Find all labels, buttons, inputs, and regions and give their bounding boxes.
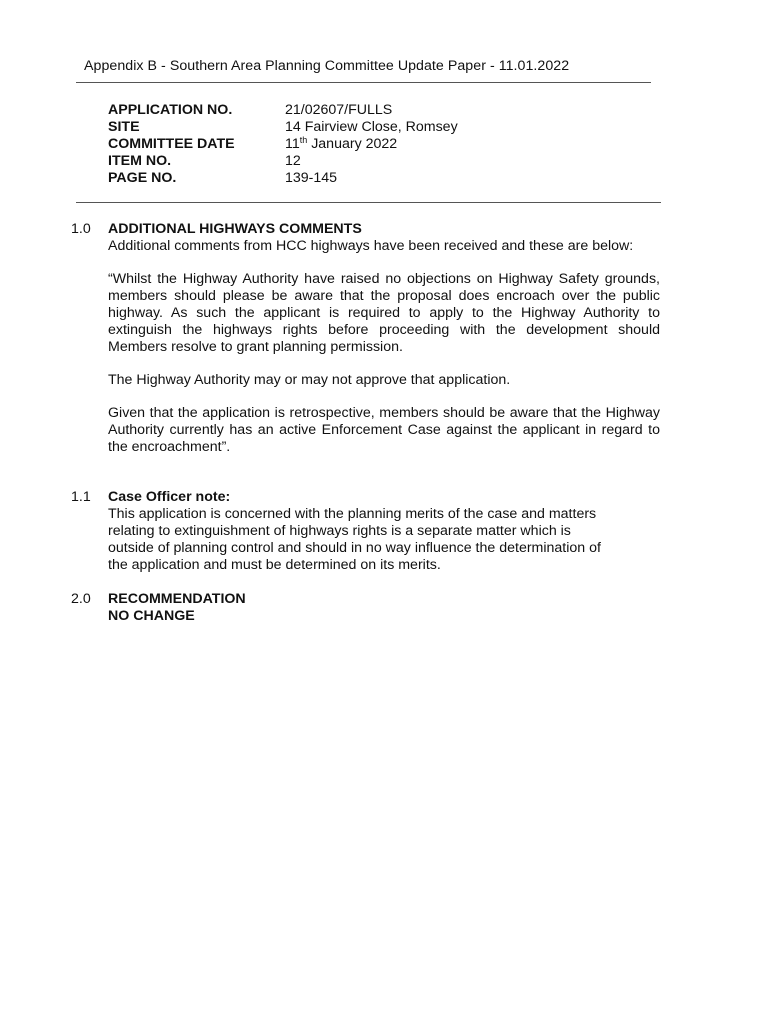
committee-date-day: 11 <box>285 136 300 152</box>
detail-row-application <box>108 102 458 119</box>
committee-date-label: COMMITTEE DATE <box>108 136 235 152</box>
page-value: 139-145 <box>285 170 338 186</box>
note-line: outside of planning control and should in no way influence the determination of <box>108 540 601 556</box>
item-value: 12 <box>285 153 301 169</box>
details-divider <box>76 202 661 203</box>
note-line: relating to extinguishment of highways rights is a separate matter which is <box>108 523 571 539</box>
committee-date-rest: January 2022 <box>307 136 398 152</box>
note-line: the application and must be determined on its merits. <box>108 557 441 573</box>
section-body <box>108 221 660 456</box>
section-title: Case Officer note: <box>108 489 231 505</box>
section-body <box>108 489 660 574</box>
committee-date-suffix: th <box>299 135 308 145</box>
item-label: ITEM NO. <box>108 153 172 169</box>
committee-date-value <box>285 136 397 153</box>
detail-row-page <box>108 170 458 187</box>
note-line: This application is concerned with the planning merits of the case and matters <box>108 506 597 522</box>
section-title: RECOMMENDATION <box>108 591 246 607</box>
section-number: 1.1 <box>71 489 91 505</box>
section-number: 1.0 <box>71 221 91 237</box>
site-label: SITE <box>108 119 140 135</box>
application-details <box>108 102 458 187</box>
intro-paragraph: Additional comments from HCC highways have been received and these are below: <box>108 238 634 254</box>
retrospective-paragraph: Given that the application is retrospective, members should be aware that the Highway Authority currently has an active Enforcement Case against the applicant in regard to the encroachment”. <box>108 405 660 455</box>
approval-paragraph: The Highway Authority may or may not approve that application. <box>108 372 511 388</box>
section-title: ADDITIONAL HIGHWAYS COMMENTS <box>108 221 362 237</box>
detail-row-committee-date <box>108 136 458 153</box>
page-label: PAGE NO. <box>108 170 177 186</box>
detail-row-site <box>108 119 458 136</box>
application-value: 21/02607/FULLS <box>285 102 393 118</box>
recommendation-value: NO CHANGE <box>108 608 195 624</box>
detail-row-item <box>108 153 458 170</box>
header-divider <box>76 82 651 83</box>
section-body <box>108 591 660 625</box>
section-number: 2.0 <box>71 591 91 607</box>
application-label: APPLICATION NO. <box>108 102 233 118</box>
site-value: 14 Fairview Close, Romsey <box>285 119 458 135</box>
document-header: Appendix B - Southern Area Planning Committee Update Paper - 11.01.2022 <box>84 58 570 74</box>
quote-paragraph: “Whilst the Highway Authority have raised no objections on Highway Safety grounds, members should please be aware that the proposal does encroach over the public highway. As such the applicant is required to apply to the Highway Authority to extinguish the highways rights before proceeding with the development should Members resolve to grant planning permission. <box>108 271 660 355</box>
